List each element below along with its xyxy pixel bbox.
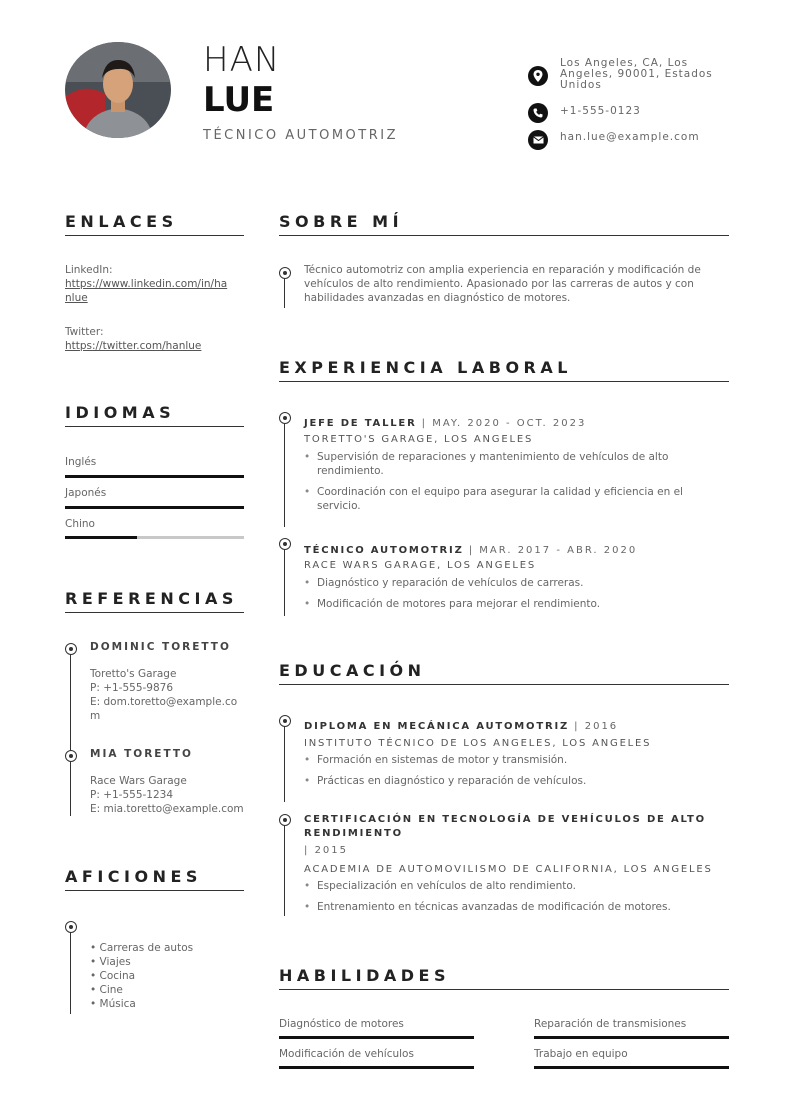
job-bullets	[304, 576, 729, 611]
language-level-bar	[65, 475, 244, 478]
skill-level-bar	[534, 1066, 729, 1069]
hobby-item: • Cocina	[90, 970, 136, 982]
education-header: CERTIFICACIÓN EN TECNOLOGÍA DE VEHÍCULOS DE ALTO RENDIMIENTO | 2015	[304, 814, 706, 856]
reference-name: MIA TORETTO	[90, 748, 193, 760]
twitter-link[interactable]: https://twitter.com/hanlue	[65, 340, 202, 352]
timeline-dot-icon	[279, 267, 291, 279]
hobbies-heading: AFICIONES	[65, 867, 202, 886]
language-level-bar	[65, 536, 244, 539]
references-divider	[65, 612, 244, 613]
job-header: JEFE DE TALLER | MAY. 2020 - OCT. 2023	[304, 418, 587, 429]
about-heading: SOBRE MÍ	[279, 212, 404, 231]
skill-level-bar	[279, 1036, 474, 1039]
about-text: Técnico automotriz con amplia experiencia en reparación y modificación de vehículos de alto rendimiento. Apasionado por las carreras de autos y con habilidades avanzadas en diagnóstico de motores.	[304, 264, 701, 304]
education-timeline	[284, 720, 285, 802]
timeline-dot-icon	[65, 921, 77, 933]
last-name: LUE	[203, 80, 275, 120]
bullet-item: • Prácticas en diagnóstico y reparación de vehículos.	[304, 774, 729, 788]
language-name: Chino	[65, 518, 95, 530]
linkedin-label: LinkedIn:	[65, 264, 113, 276]
language-level-bar	[65, 506, 244, 509]
education-bullets	[304, 879, 729, 914]
skill-level-bar	[279, 1066, 474, 1069]
experience-divider	[279, 381, 729, 382]
timeline-dot-icon	[65, 643, 77, 655]
experience-timeline	[284, 544, 285, 616]
contact-email: han.lue@example.com	[560, 131, 700, 143]
references-heading: REFERENCIAS	[65, 589, 238, 608]
experience-timeline	[284, 417, 285, 527]
language-name: Japonés	[65, 487, 107, 499]
links-divider	[65, 235, 244, 236]
references-timeline	[70, 648, 71, 816]
first-name: HAN	[203, 40, 281, 80]
language-name: Inglés	[65, 456, 97, 468]
hobbies-divider	[65, 890, 244, 891]
phone-icon	[528, 103, 548, 123]
bullet-item: • Especialización en vehículos de alto rendimiento.	[304, 879, 729, 893]
education-institution: INSTITUTO TÉCNICO DE LOS ANGELES, LOS ANGELES	[304, 738, 652, 749]
languages-divider	[65, 426, 244, 427]
email-icon	[528, 130, 548, 150]
education-divider	[279, 684, 729, 685]
hobby-item: • Carreras de autos	[90, 942, 194, 954]
bullet-item: • Formación en sistemas de motor y transmisión.	[304, 753, 729, 767]
job-bullets	[304, 450, 729, 513]
skills-divider	[279, 989, 729, 990]
education-heading: EDUCACIÓN	[279, 661, 426, 680]
about-divider	[279, 235, 729, 236]
skill-level-bar	[534, 1036, 729, 1039]
reference-details: Toretto's Garage P: +1-555-9876 E: dom.toretto@example.co m	[90, 668, 238, 722]
hobbies-timeline	[70, 926, 71, 1014]
contact-address: Los Angeles, CA, Los Angeles, 90001, Estados Unidos	[560, 57, 713, 91]
bullet-item: • Supervisión de reparaciones y mantenimiento de vehículos de alto rendimiento.	[304, 450, 729, 478]
skills-heading: HABILIDADES	[279, 966, 450, 985]
reference-name: DOMINIC TORETTO	[90, 641, 231, 653]
job-company: TORETTO'S GARAGE, LOS ANGELES	[304, 434, 534, 445]
timeline-dot-icon	[279, 715, 291, 727]
bullet-item: • Entrenamiento en técnicas avanzadas de modificación de motores.	[304, 900, 729, 914]
education-institution: ACADEMIA DE AUTOMOVILISMO DE CALIFORNIA, LOS ANGELES	[304, 864, 713, 875]
bullet-item: • Diagnóstico y reparación de vehículos de carreras.	[304, 576, 729, 590]
bullet-item: • Modificación de motores para mejorar el rendimiento.	[304, 597, 729, 611]
job-header: TÉCNICO AUTOMOTRIZ | MAR. 2017 - ABR. 2020	[304, 545, 638, 556]
linkedin-link[interactable]: https://www.linkedin.com/in/ha nlue	[65, 278, 228, 304]
bullet-item: • Coordinación con el equipo para asegurar la calidad y eficiencia en el servicio.	[304, 485, 729, 513]
job-company: RACE WARS GARAGE, LOS ANGELES	[304, 560, 537, 571]
twitter-label: Twitter:	[65, 326, 104, 338]
education-timeline	[284, 820, 285, 916]
hobby-item: • Viajes	[90, 956, 131, 968]
skill-name: Trabajo en equipo	[534, 1048, 628, 1060]
hobby-item: • Música	[90, 998, 136, 1010]
timeline-dot-icon	[65, 750, 77, 762]
timeline-dot-icon	[279, 814, 291, 826]
timeline-dot-icon	[279, 412, 291, 424]
skill-name: Modificación de vehículos	[279, 1048, 414, 1060]
links-heading: ENLACES	[65, 212, 178, 231]
profile-photo	[65, 42, 171, 138]
location-icon	[528, 66, 548, 86]
experience-heading: EXPERIENCIA LABORAL	[279, 358, 572, 377]
job-title: TÉCNICO AUTOMOTRIZ	[203, 128, 398, 143]
contact-phone: +1-555-0123	[560, 105, 641, 117]
hobbies-list	[90, 941, 193, 1011]
education-bullets	[304, 753, 729, 788]
reference-details: Race Wars Garage P: +1-555-1234 E: mia.toretto@example.com	[90, 775, 244, 815]
timeline-dot-icon	[279, 538, 291, 550]
education-header: DIPLOMA EN MECÁNICA AUTOMOTRIZ | 2016	[304, 721, 619, 732]
hobby-item: • Cine	[90, 984, 123, 996]
languages-heading: IDIOMAS	[65, 403, 176, 422]
skill-name: Diagnóstico de motores	[279, 1018, 404, 1030]
skill-name: Reparación de transmisiones	[534, 1018, 687, 1030]
